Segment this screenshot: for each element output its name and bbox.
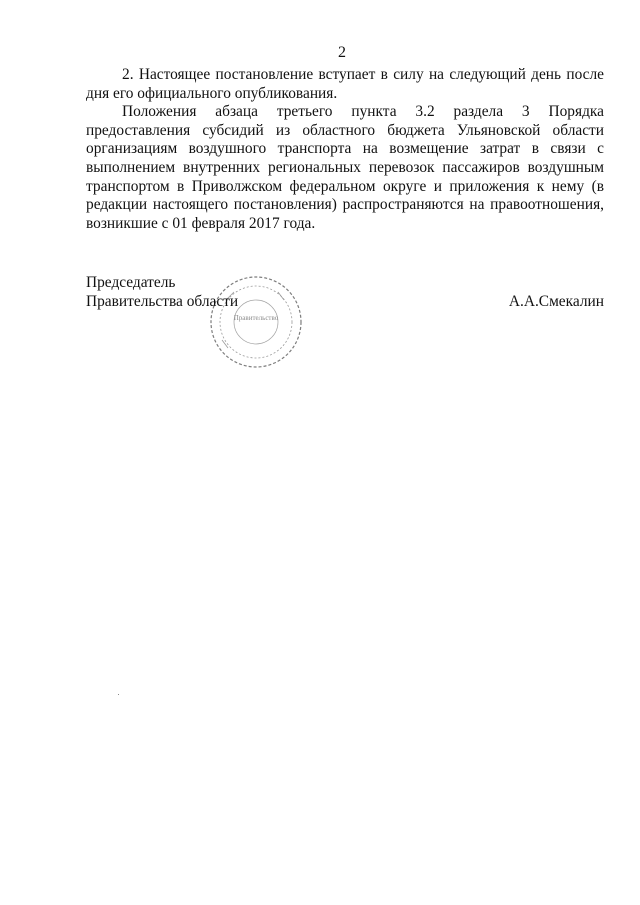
scan-speck xyxy=(118,694,119,695)
paragraph-retroactive-provision: Положения абзаца третьего пункта 3.2 раздела 3 Порядка предоставления субсидий из областного бюджета Ульяновской области организациям воздушного транспорта на возмещение затрат в связи с выполнением внутренних региональных перевозок пассажиров воздушным транспортом в Приволжском федеральном округе и приложения к нему (в редакции настоящего постановления) распространяются на правоотношения, возникшие с 01 февраля 2017 года. xyxy=(86,103,604,232)
document-body xyxy=(86,66,604,233)
paragraph-effective-date: 2. Настоящее постановление вступает в силу на следующий день после дня его официального опубликования. xyxy=(86,66,604,102)
signatory-name: А.А.Смекалин xyxy=(508,292,604,310)
signature-block xyxy=(86,274,604,311)
signatory-position-line2: Правительства области xyxy=(86,292,239,310)
stamp-inner-text: Правительство xyxy=(233,314,279,322)
signatory-position-line1: Председатель xyxy=(86,274,176,291)
page-number: 2 xyxy=(338,44,346,61)
